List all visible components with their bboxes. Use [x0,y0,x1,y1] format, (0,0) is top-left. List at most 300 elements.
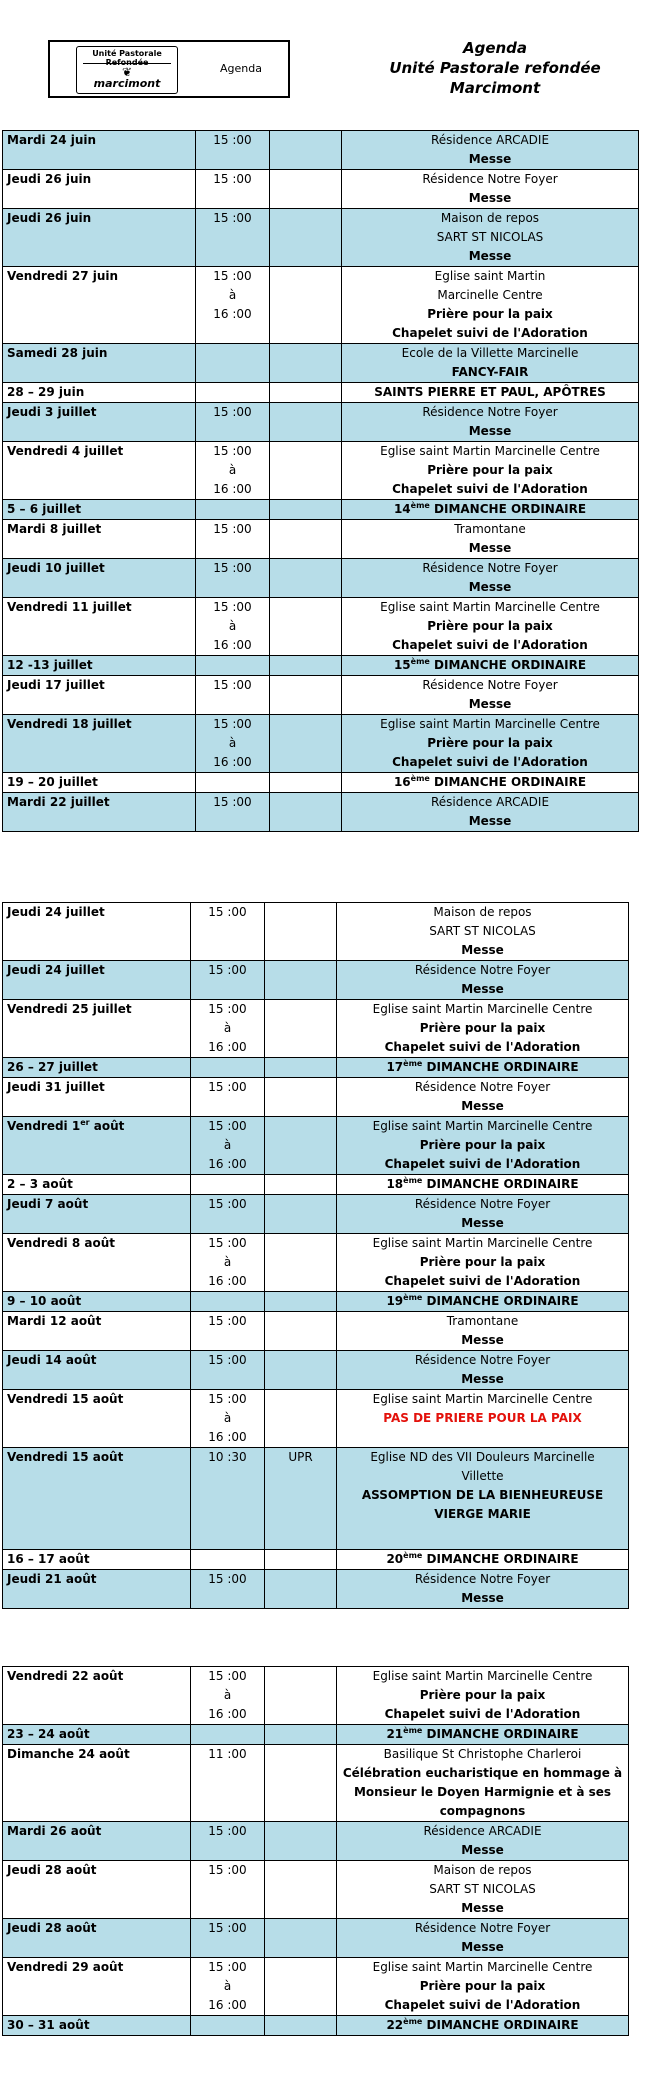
time-line: 15 :00 [213,133,252,147]
description-line: Messe [468,814,512,828]
time-cell [196,793,270,832]
time-cell [191,1390,265,1448]
date-text: 30 – 31 août [7,2018,90,2032]
extra-cell [270,267,342,344]
description-line: Chapelet suivi de l'Adoration [392,326,588,340]
extra-cell [265,1390,337,1448]
time-line: 15 :00 [213,211,252,225]
time-line: 15 :00 [213,269,252,283]
date-text: Vendredi 18 juillet [7,717,132,731]
table-row [3,1861,629,1919]
description-line [341,1550,624,1569]
date-cell [3,383,196,403]
table-row [3,1117,629,1175]
description-line: Eglise saint Martin Marcinelle Centre [372,1002,593,1016]
time-line: 15 :00 [208,1353,247,1367]
description-line: Eglise saint Martin Marcinelle Centre [372,1960,593,1974]
date-cell [3,1448,191,1550]
time-cell [196,383,270,403]
date-cell [3,131,196,170]
table-row [3,209,639,267]
schedule-table-1 [2,130,639,832]
date-cell [3,1390,191,1448]
time-line: 15 :00 [208,1960,247,1974]
date-text: Jeudi 24 juillet [7,963,105,977]
description-line: Résidence Notre Foyer [422,561,558,575]
description-line: Eglise saint Martin Marcinelle Centre [372,1392,593,1406]
description-cell [337,1175,629,1195]
description-line: Maison de repos [440,211,540,225]
description-line: Prière pour la paix [427,307,553,321]
date-text: Vendredi 29 août [7,1960,124,1974]
ordinal-suffix: ème [403,2017,423,2026]
table-row [3,131,639,170]
description-line [341,1058,624,1077]
date-cell [3,656,196,676]
description-cell [342,209,639,267]
extra-cell [265,1292,337,1312]
table-row [3,1195,629,1234]
description-line: Prière pour la paix [419,1021,546,1035]
time-line: 15 :00 [213,561,252,575]
time-cell [196,131,270,170]
date-text: Jeudi 24 juillet [7,905,105,919]
description-line: Prière pour la paix [419,1138,546,1152]
description-line: Résidence Notre Foyer [414,1572,551,1586]
time-line: 16 :00 [208,1998,247,2012]
description-line: Chapelet suivi de l'Adoration [384,1998,581,2012]
table-row [3,559,639,598]
description-line: FANCY-FAIR [451,365,529,379]
description-line: Prière pour la paix [427,619,553,633]
description-line: Eglise saint Martin Marcinelle Centre [380,717,600,731]
description-line: Prière pour la paix [419,1688,546,1702]
table-row [3,2016,629,2036]
date-cell [3,1312,191,1351]
time-line: 15 :00 [208,1314,247,1328]
ordinal-number: 17 [386,1060,404,1074]
time-cell [191,1745,265,1822]
date-cell [3,1195,191,1234]
ordinal-number: 14 [393,502,411,516]
table-row [3,676,639,715]
description-line: Résidence Notre Foyer [414,1080,551,1094]
table-row [3,656,639,676]
description-line: Résidence Notre Foyer [414,963,551,977]
date-cell [3,442,196,500]
time-line: 15 :00 [208,905,247,919]
table-row [3,715,639,773]
date-cell [3,1745,191,1822]
description-cell [337,1745,629,1822]
time-cell [191,1312,265,1351]
ordinal-number: 20 [386,1552,404,1566]
date-text: Jeudi 26 juin [7,211,92,225]
description-cell [337,1390,629,1448]
extra-cell [270,209,342,267]
time-cell [196,598,270,656]
description-line: Célébration eucharistique en hommage à [342,1766,623,1780]
time-line: 15 :00 [208,1236,247,1250]
extra-cell [265,1745,337,1822]
celebration-name: DIMANCHE ORDINAIRE [422,1727,579,1741]
table-row [3,1312,629,1351]
time-cell [191,961,265,1000]
date-cell [3,1958,191,2016]
table-row [3,1570,629,1609]
description-cell [337,1195,629,1234]
time-line: 15 :00 [208,1921,247,1935]
extra-cell [265,1078,337,1117]
date-text: 9 – 10 août [7,1294,82,1308]
extra-cell [265,903,337,961]
extra-cell [265,1667,337,1725]
time-cell [191,1234,265,1292]
date-text: Jeudi 28 août [7,1921,97,1935]
time-cell [191,1448,265,1550]
description-line: Tramontane [446,1314,519,1328]
description-line: Eglise saint Martin Marcinelle Centre [372,1669,593,1683]
table-row [3,500,639,520]
date-text: Jeudi 31 juillet [7,1080,105,1094]
date-text: Vendredi 22 août [7,1669,124,1683]
date-text: Mardi 26 août [7,1824,102,1838]
time-line: 15 :00 [213,600,252,614]
extra-cell [265,1550,337,1570]
description-line: VIERGE MARIE [434,1507,531,1521]
description-line: Eglise saint Martin Marcinelle Centre [372,1119,593,1133]
description-line: Maison de repos [433,1863,532,1877]
description-cell [337,1234,629,1292]
time-line: 15 :00 [208,1002,247,1016]
time-cell [191,903,265,961]
table-row [3,170,639,209]
description-cell [342,170,639,209]
time-cell [191,1078,265,1117]
date-text: Jeudi 28 août [7,1863,97,1877]
extra-cell [270,403,342,442]
logo-box [48,40,290,98]
table-row [3,598,639,656]
time-line: 15 :00 [213,795,252,809]
time-line: 15 :00 [208,1197,247,1211]
seal-top-text: Unité Pastorale Refondée [92,49,162,67]
time-cell [191,1175,265,1195]
parish-seal [76,46,178,94]
description-cell [337,1351,629,1390]
ordinal-suffix: ème [403,1059,423,1068]
date-text: Jeudi 3 juillet [7,405,97,419]
description-cell [337,1448,629,1550]
time-line: 15 :00 [213,405,252,419]
time-cell [191,1958,265,2016]
seal-bottom-text: marcimont [93,77,161,90]
date-cell [3,344,196,383]
description-line: Messe [468,541,512,555]
description-line: Eglise saint Martin Marcinelle Centre [380,600,600,614]
date-text: Jeudi 10 juillet [7,561,105,575]
extra-cell [265,1195,337,1234]
description-line: Marcinelle Centre [437,288,543,302]
description-cell [337,961,629,1000]
description-line: Résidence Notre Foyer [422,405,558,419]
time-line: 15 :00 [213,678,252,692]
time-line: 15 :00 [213,172,252,186]
description-cell [337,1550,629,1570]
description-line: Messe [468,191,512,205]
description-line: SART ST NICOLAS [429,924,536,938]
time-line: 16 :00 [213,307,252,321]
date-text: 23 – 24 août [7,1727,90,1741]
time-cell [196,442,270,500]
date-cell [3,961,191,1000]
date-cell [3,1175,191,1195]
description-cell [337,1919,629,1958]
date-cell [3,1919,191,1958]
schedule-table-3 [2,1666,629,2036]
date-text: Vendredi 15 août [7,1450,124,1464]
celebration-name: DIMANCHE ORDINAIRE [422,1294,579,1308]
table-row [3,1745,629,1822]
time-cell [196,773,270,793]
time-cell [196,500,270,520]
description-line: Chapelet suivi de l'Adoration [384,1157,581,1171]
description-line: Prière pour la paix [427,736,553,750]
description-cell [342,520,639,559]
description-cell [342,793,639,832]
title-line: Unité Pastorale refondée [389,59,601,77]
description-line: Chapelet suivi de l'Adoration [384,1274,581,1288]
description-line: Chapelet suivi de l'Adoration [384,1707,581,1721]
description-line: Messe [461,1099,504,1113]
ordinal-suffix: ème [410,774,430,783]
extra-text: UPR [288,1450,313,1464]
table-row [3,1058,629,1078]
description-cell [342,656,639,676]
date-text: 28 – 29 juin [7,385,85,399]
ordinal-suffix: ème [410,657,430,666]
date-text: Vendredi 11 juillet [7,600,132,614]
description-line: Messe [461,1843,504,1857]
description-line: SAINTS PIERRE ET PAUL, APÔTRES [374,385,606,399]
extra-cell [265,1919,337,1958]
table-row [3,1448,629,1550]
extra-cell [270,131,342,170]
description-cell [337,1312,629,1351]
ordinal-suffix: ème [403,1176,423,1185]
date-cell [3,1861,191,1919]
description-line [341,1175,624,1194]
ordinal-number: 16 [393,775,411,789]
time-line: 15 :00 [208,1119,247,1133]
date-cell [3,1570,191,1609]
description-cell [337,1958,629,2016]
time-line: à [223,1979,232,1993]
date-cell [3,267,196,344]
ordinal-number: 21 [386,1727,404,1741]
description-line: Ecole de la Villette Marcinelle [401,346,579,360]
description-line: Messe [468,152,512,166]
description-line: Messe [461,1591,504,1605]
date-text: Dimanche 24 août [7,1747,130,1761]
ordinal-suffix: ème [403,1551,423,1560]
time-cell [196,559,270,598]
description-line: Résidence Notre Foyer [414,1921,551,1935]
time-cell [196,170,270,209]
table-row [3,1292,629,1312]
date-cell [3,1000,191,1058]
extra-cell [265,1725,337,1745]
date-cell [3,1234,191,1292]
table-row [3,403,639,442]
time-line: 15 :00 [208,1824,247,1838]
date-text: Jeudi 21 août [7,1572,97,1586]
description-line: Messe [461,982,504,996]
date-text: 26 – 27 juillet [7,1060,98,1074]
extra-cell [270,344,342,383]
date-cell [3,1351,191,1390]
description-cell [337,1117,629,1175]
time-cell [191,1667,265,1725]
description-line: SART ST NICOLAS [436,230,544,244]
description-cell [342,598,639,656]
extra-cell [270,170,342,209]
description-line: Chapelet suivi de l'Adoration [392,638,588,652]
date-cell [3,1550,191,1570]
description-line: Résidence ARCADIE [423,1824,542,1838]
extra-cell [265,1000,337,1058]
date-text: Vendredi 25 juillet [7,1002,132,1016]
table-row [3,773,639,793]
description-cell [342,383,639,403]
date-cell [3,1292,191,1312]
time-cell [196,267,270,344]
date-cell [3,520,196,559]
date-cell [3,559,196,598]
time-line: 15 :00 [213,444,252,458]
time-line: 16 :00 [208,1430,247,1444]
description-line [346,500,634,519]
ordinal-suffix: ème [410,501,430,510]
date-text: 12 -13 juillet [7,658,93,672]
date-text: Mardi 24 juin [7,133,97,147]
description-line: Résidence Notre Foyer [414,1197,551,1211]
time-cell [196,715,270,773]
description-cell [342,344,639,383]
date-cell [3,403,196,442]
date-cell [3,1667,191,1725]
table-row [3,1822,629,1861]
extra-cell [265,1570,337,1609]
table-row [3,793,639,832]
date-suffix: er [80,1118,90,1127]
title-line: Agenda [462,39,528,57]
extra-cell [265,1822,337,1861]
time-line: 16 :00 [208,1274,247,1288]
time-cell [191,1550,265,1570]
extra-cell [265,2016,337,2036]
date-cell [3,1078,191,1117]
extra-cell [265,1312,337,1351]
time-line: 16 :00 [208,1707,247,1721]
ordinal-number: 15 [393,658,411,672]
description-cell [342,442,639,500]
description-line: Messe [468,249,512,263]
time-line: à [223,1688,232,1702]
description-line: Messe [461,1940,504,1954]
description-line [341,1292,624,1311]
description-cell [342,559,639,598]
time-line: 15 :00 [213,717,252,731]
time-cell [191,1822,265,1861]
table-row [3,1667,629,1725]
description-line: Basilique St Christophe Charleroi [383,1747,582,1761]
description-cell [337,1725,629,1745]
description-line: Prière pour la paix [427,463,553,477]
table-row [3,1000,629,1058]
time-line: à [223,1255,232,1269]
description-cell [342,267,639,344]
table-row [3,267,639,344]
time-cell [191,1058,265,1078]
description-line: Résidence ARCADIE [430,133,550,147]
time-line: 11 :00 [208,1747,247,1761]
description-line: Messe [468,697,512,711]
description-line: Eglise saint Martin Marcinelle Centre [380,444,600,458]
date-cell [3,1058,191,1078]
time-cell [191,1725,265,1745]
description-line: Résidence ARCADIE [430,795,550,809]
description-line: Messe [461,943,504,957]
description-line [346,656,634,675]
table-row [3,903,629,961]
extra-cell [270,793,342,832]
description-line: Messe [461,1216,504,1230]
celebration-name: DIMANCHE ORDINAIRE [422,2018,579,2032]
description-line: Messe [468,580,512,594]
date-cell [3,209,196,267]
description-line: compagnons [439,1804,526,1818]
description-cell [342,676,639,715]
description-cell [342,131,639,170]
time-cell [191,1919,265,1958]
description-cell [337,1292,629,1312]
date-text: Mardi 12 août [7,1314,102,1328]
time-line: 15 :00 [208,963,247,977]
date-cell [3,793,196,832]
ordinal-suffix: ème [403,1293,423,1302]
date-text: Jeudi 17 juillet [7,678,105,692]
extra-cell [265,1351,337,1390]
time-line: à [228,619,237,633]
date-cell [3,1822,191,1861]
description-line: Résidence Notre Foyer [414,1353,551,1367]
time-line: 16 :00 [208,1040,247,1054]
table-row [3,1550,629,1570]
description-line [341,1725,624,1744]
description-cell [342,773,639,793]
time-line: 16 :00 [208,1157,247,1171]
extra-cell [265,1448,337,1550]
table-row [3,1351,629,1390]
time-cell [191,1117,265,1175]
description-line: PAS DE PRIERE POUR LA PAIX [383,1411,582,1425]
celebration-name: DIMANCHE ORDINAIRE [429,775,587,789]
date-text: Samedi 28 juin [7,346,108,360]
time-line: 16 :00 [213,482,252,496]
ordinal-suffix: ème [403,1726,423,1735]
description-cell [337,2016,629,2036]
